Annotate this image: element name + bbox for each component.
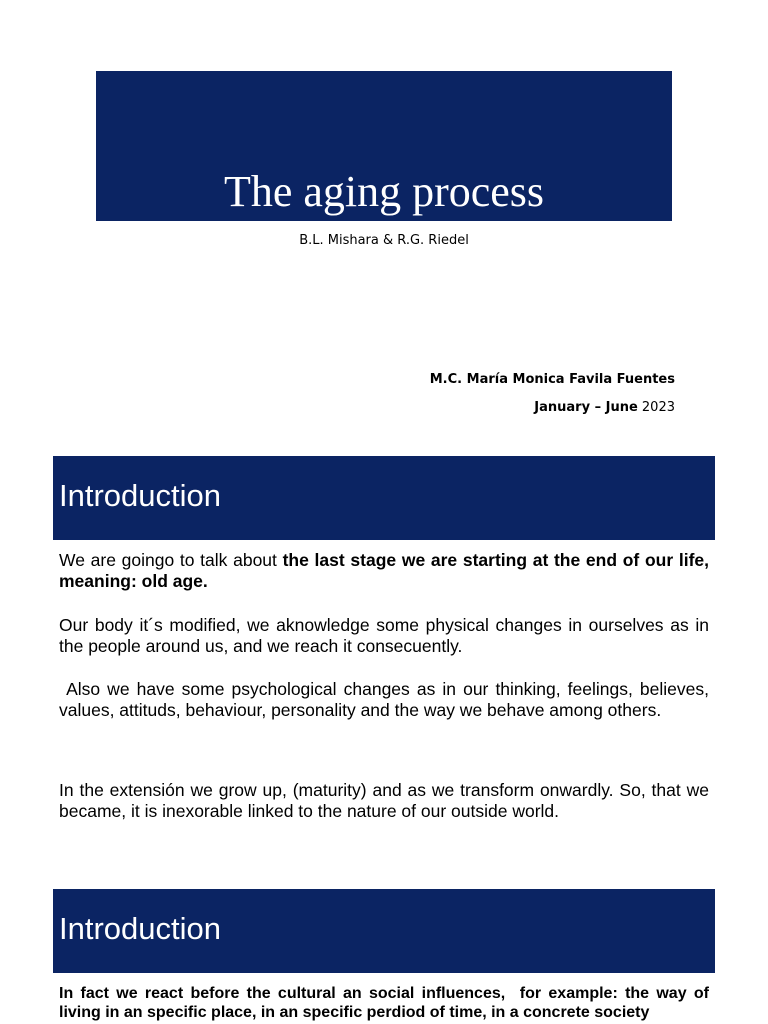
section-banner-introduction-1 — [53, 456, 715, 540]
paragraph-1-bold: the last stage we are starting at the end of our life, meaning: old age. — [59, 550, 710, 591]
paragraph-5 — [59, 984, 714, 1022]
section-banner-introduction-2 — [53, 889, 715, 973]
period-months: January – June — [534, 400, 638, 415]
period-year: 2023 — [637, 400, 675, 415]
presenter-period — [430, 394, 675, 422]
paragraph-1-lead: We are goingo to talk about — [59, 550, 283, 570]
paragraph-4 — [59, 780, 709, 822]
paragraph-4-text: In the extensión we grow up, (maturity) and as we transform onwardly. So, that we became, it is inexorable linked to the nature of our outside world. — [59, 780, 709, 821]
paragraph-3 — [59, 679, 714, 721]
presenter-block — [430, 366, 675, 422]
paragraph-3-text: Also we have some psychological changes as in our thinking, feelings, believes, values, attituds, behaviour, personality and the way we behave among others. — [59, 679, 714, 720]
section-heading: Introduction — [59, 478, 221, 513]
paragraph-2-text: Our body it´s modified, we aknowledge some physical changes in ourselves as in the people around us, and we reach it consecuently. — [59, 615, 709, 656]
authors: B.L. Mishara & R.G. Riedel — [299, 233, 469, 248]
page-title: The aging process — [223, 167, 545, 216]
presenter-name: M.C. María Monica Favila Fuentes — [429, 372, 675, 387]
paragraph-5-text: In fact we react before the cultural an social influences, for example: the way of living in an specific place, in an specific perdiod of time, in a concrete society — [59, 985, 714, 1021]
section-heading: Introduction — [59, 911, 221, 946]
paragraph-1 — [59, 550, 709, 592]
paragraph-2 — [59, 615, 709, 657]
